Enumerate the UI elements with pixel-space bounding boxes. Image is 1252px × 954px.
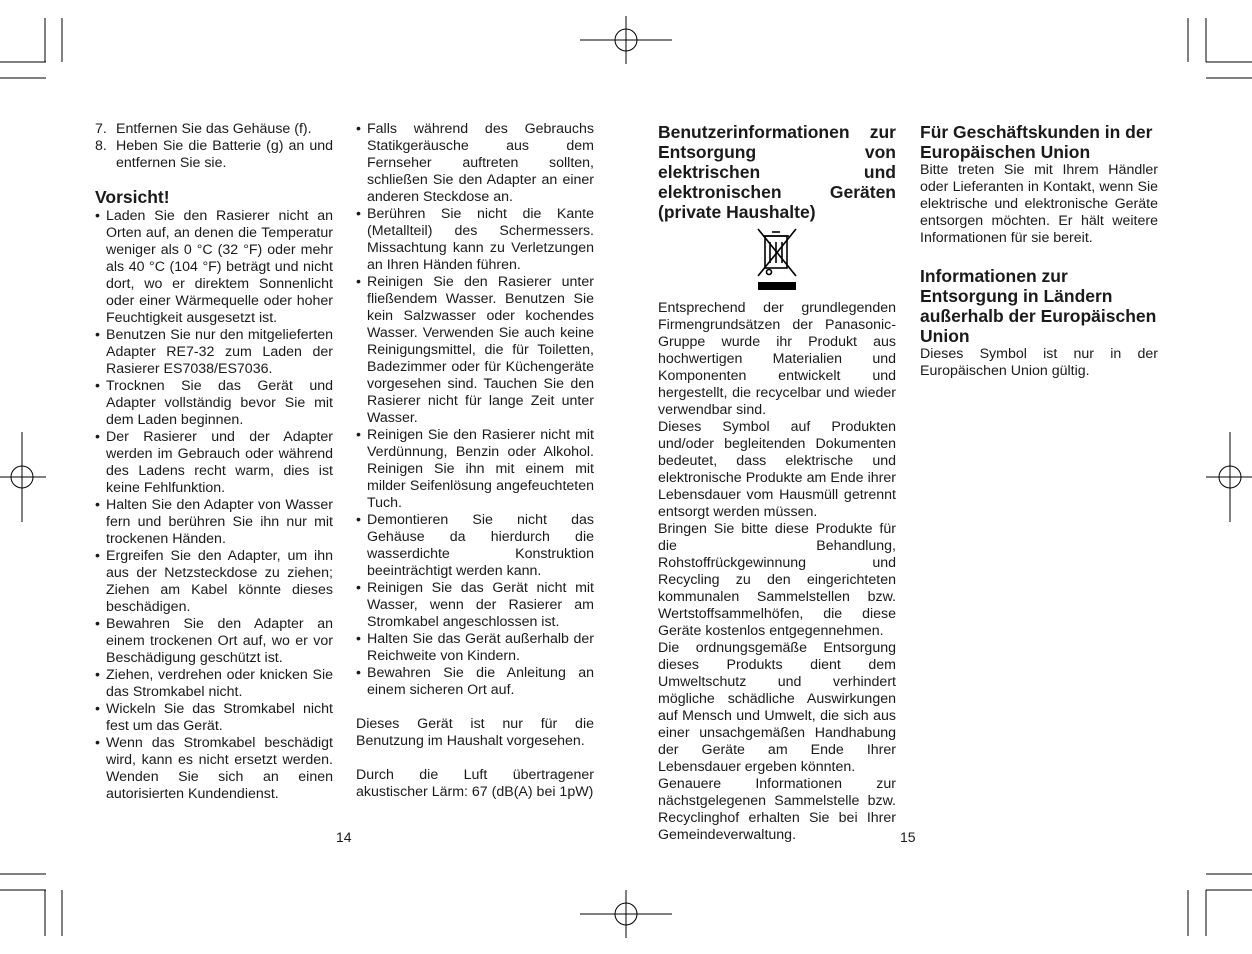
page-number-left: 14 bbox=[336, 829, 352, 845]
list-item: • Benutzen Sie nur den mitgelieferten Adapter RE7-32 zum Laden der Rasierer ES7038/ES7036. bbox=[95, 327, 333, 378]
page-number-right: 15 bbox=[900, 829, 916, 845]
column-1 bbox=[95, 121, 333, 803]
caution-list-continued bbox=[356, 121, 594, 699]
list-item: • Bewahren Sie die Anleitung an einem sicheren Ort auf. bbox=[356, 665, 594, 699]
column-3 bbox=[658, 122, 896, 844]
disposal-paragraph: Bringen Sie bitte diese Produkte für die Behandlung, Rohstoffrückgewinnung und Recycling zu den eingerichteten kommunalen Sammelstellen bzw. Wertstoffsammelhöfen, die diese Geräte kostenlos entgegennehmen. bbox=[658, 521, 896, 639]
disposal-heading: Benutzerinformationen zur Entsorgung von elektrischen und elektronischen Geräten (private Haushalte) bbox=[658, 122, 896, 222]
disposal-paragraph: Genauere Informationen zur nächstgelegenen Sammelstelle bzw. Recyclinghof erhalten Sie bei Ihrer Gemeindeverwaltung. bbox=[658, 776, 896, 843]
outside-eu-heading: Informationen zur Entsorgung in Ländern außerhalb der Europäischen Union bbox=[920, 266, 1157, 346]
list-item: • Ergreifen Sie den Adapter, um ihn aus der Netzsteckdose zu ziehen; Ziehen am Kabel könnte dieses beschädigen. bbox=[95, 548, 333, 616]
disposal-paragraph: Entsprechend der grundlegenden Firmengrundsätzen der Panasonic-Gruppe wurde ihr Produkt aus hochwertigen Materialien und Komponenten entwickelt und hergestellt, die recycelbar und wieder verwendbar sind. bbox=[658, 300, 896, 418]
list-item: • Laden Sie den Rasierer nicht an Orten auf, an denen die Temperatur weniger als 0 °C (32 °F) oder mehr als 40 °C (104 °F) beträgt und nicht dort, wo er direktem Sonnenlicht oder einer Wärmequelle oder hoher Feuchtigkeit ausgesetzt ist. bbox=[95, 208, 333, 327]
list-item: 8. Heben Sie die Batterie (g) an und entfernen Sie sie. bbox=[95, 138, 333, 171]
business-text: Bitte treten Sie mit Ihrem Händler oder Lieferanten in Kontakt, wenn Sie elektrische und elektronische Geräte entsorgen möchten. Er hält weitere Informationen für sie bereit. bbox=[920, 162, 1158, 246]
crossed-out-wheelie-bin-icon bbox=[755, 226, 799, 292]
column-2 bbox=[356, 121, 594, 801]
list-item: • Reinigen Sie den Rasierer nicht mit Verdünnung, Benzin oder Alkohol. Reinigen Sie ihn mit einem mit milder Seifenlösung angefeuchteten Tuch. bbox=[356, 427, 594, 512]
list-item: • Halten Sie das Gerät außerhalb der Reichweite von Kindern. bbox=[356, 631, 594, 665]
list-item: 7. Entfernen Sie das Gehäuse (f). bbox=[95, 121, 312, 137]
disposal-paragraph: Die ordnungsgemäße Entsorgung dieses Produkts dient dem Umweltschutz und verhindert mögliche schädliche Auswirkungen auf Mensch und Umwelt, die sich aus einer unsachgemäßen Handhabung der Geräte am Ende Ihrer Lebensdauer ergeben könnten. bbox=[658, 640, 896, 775]
list-item: • Trocknen Sie das Gerät und Adapter vollständig bevor Sie mit dem Laden beginnen. bbox=[95, 378, 333, 429]
list-item: • Demontieren Sie nicht das Gehäuse da hierdurch die wasserdichte Konstruktion beeinträchtigt werden kann. bbox=[356, 512, 594, 580]
business-heading: Für Geschäftskunden in der Europäischen Union bbox=[920, 122, 1153, 162]
list-item: • Berühren Sie nicht die Kante (Metallteil) des Schermessers. Missachtung kann zu Verletzungen an Ihren Händen führen. bbox=[356, 206, 594, 274]
list-item: • Der Rasierer und der Adapter werden im Gebrauch oder während des Ladens recht warm, dies ist keine Fehlfunktion. bbox=[95, 429, 333, 497]
outside-eu-text: Dieses Symbol ist nur in der Europäischen Union gültig. bbox=[920, 346, 1158, 379]
noise-note: Durch die Luft übertragener akustischer Lärm: 67 (dB(A) bei 1pW) bbox=[356, 767, 594, 800]
list-item: • Wickeln Sie das Stromkabel nicht fest um das Gerät. bbox=[95, 701, 333, 735]
list-item: • Ziehen, verdrehen oder knicken Sie das Stromkabel nicht. bbox=[95, 667, 333, 701]
list-item: • Reinigen Sie das Gerät nicht mit Wasser, wenn der Rasierer am Stromkabel angeschlossen ist. bbox=[356, 580, 594, 631]
disposal-paragraph: Dieses Symbol auf Produkten und/oder begleitenden Dokumenten bedeutet, dass elektrische und elektronische Produkte am Ende ihrer Lebensdauer vom Hausmüll getrennt entsorgt werden müssen. bbox=[658, 419, 896, 520]
list-item: • Halten Sie den Adapter von Wasser fern und berühren Sie ihn nur mit trockenen Händen. bbox=[95, 497, 333, 548]
caution-list bbox=[95, 208, 333, 803]
list-item: • Wenn das Stromkabel beschädigt wird, kann es nicht ersetzt werden. Wenden Sie sich an einen autorisierten Kundendienst. bbox=[95, 735, 333, 803]
caution-heading: Vorsicht! bbox=[95, 187, 170, 207]
column-4 bbox=[920, 122, 1158, 380]
list-item: • Reinigen Sie den Rasierer unter fließendem Wasser. Benutzen Sie kein Salzwasser oder kochendes Wasser. Verwenden Sie auch keine Reinigungsmittel, die für Toiletten, Badezimmer oder für Küchengeräte vorgesehen sind. Tauchen Sie den Rasierer nicht für lange Zeit unter Wasser. bbox=[356, 274, 594, 427]
list-item: • Falls während des Gebrauchs Statikgeräusche aus dem Fernseher auftreten sollten, schließen Sie den Adapter an einer anderen Steckdose an. bbox=[356, 121, 594, 206]
list-item: • Bewahren Sie den Adapter an einem trockenen Ort auf, wo er vor Beschädigung geschützt ist. bbox=[95, 616, 333, 667]
steps-list bbox=[95, 121, 333, 172]
household-note: Dieses Gerät ist nur für die Benutzung im Haushalt vorgesehen. bbox=[356, 716, 594, 749]
